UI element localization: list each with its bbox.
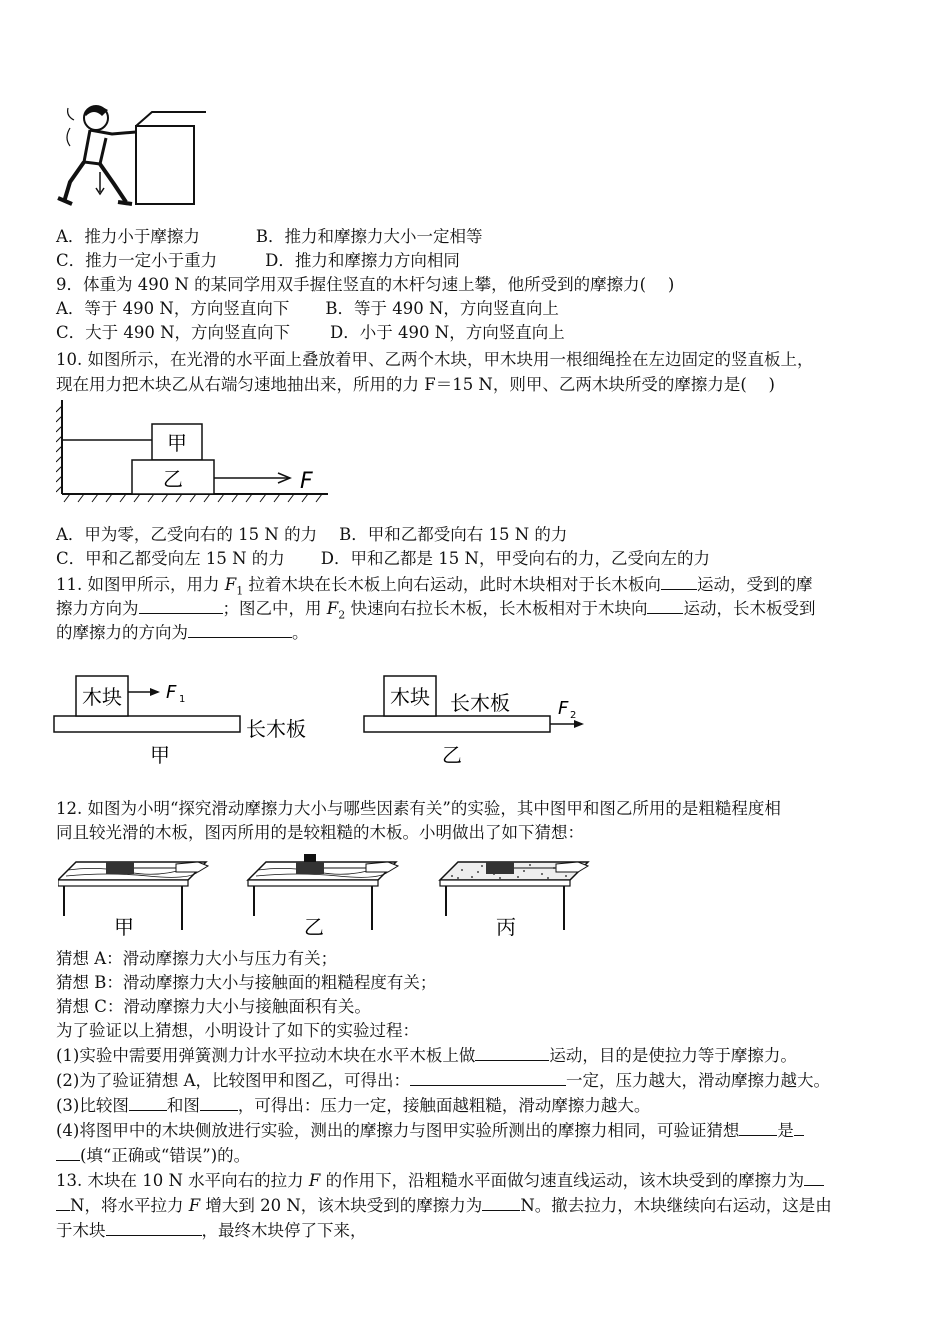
answer-blank[interactable] [482, 1196, 520, 1211]
fig-b-board-label: 长木板 [450, 691, 510, 715]
q9-stem: 9．体重为 490 N 的某同学用双手握住竖直的木杆匀速上攀，他所受到的摩擦力( ) [56, 275, 675, 294]
q12-text: (2)为了验证猜想 A，比较图甲和图乙，可得出： [56, 1071, 411, 1090]
q10-stem-line2: 现在用力把木块乙从右端匀速地抽出来，所用的力 F＝15 N，则甲、乙两木块所受的摩擦力是( ) [56, 375, 775, 394]
table-yi-caption: 乙 [304, 915, 324, 939]
q12-guess-c: 猜想 C：滑动摩擦力大小与接触面积有关。 [56, 997, 371, 1016]
q10-option-b: B．甲和乙都受向右 15 N 的力 [339, 525, 568, 544]
q12-text: ，可得出：压力一定，接触面越粗糙，滑动摩擦力越大。 [237, 1096, 651, 1115]
q13-force-symbol: F [308, 1171, 321, 1190]
q13-text: 的作用下，沿粗糙水平面做匀速直线运动，该木块受到的摩擦力为 [320, 1171, 805, 1190]
q12-step2 [56, 1070, 830, 1092]
q12-step1 [56, 1045, 797, 1067]
answer-blank[interactable] [188, 623, 292, 638]
q13-text: ，最终木块停了下来， [201, 1221, 367, 1240]
q12-intro: 为了验证以上猜想，小明设计了如下的实验过程： [56, 1021, 419, 1040]
q11-text: ；图乙中，用 [222, 599, 327, 618]
q13-text: N。撤去拉力，木块继续向右运动，这是由 [520, 1196, 832, 1215]
block-jia-label: 甲 [167, 431, 187, 455]
q12-step4-line1 [56, 1120, 804, 1142]
q9-options-row1 [56, 298, 559, 320]
fig-a-block-label: 木块 [82, 685, 122, 709]
q9-option-c: C．大于 490 N，方向竖直向下 [56, 323, 291, 342]
answer-blank[interactable] [410, 1071, 566, 1086]
q13-line2 [56, 1195, 832, 1217]
q13-line3 [56, 1220, 367, 1242]
answer-blank[interactable] [200, 1096, 238, 1111]
answer-blank[interactable] [129, 1096, 167, 1111]
fig-a-force-sub: 1 [179, 694, 186, 705]
answer-blank[interactable] [56, 1146, 80, 1161]
q8-options-row2 [56, 250, 460, 272]
q10-option-a: A．甲为零，乙受向右的 15 N 的力 [56, 525, 318, 544]
q8-option-d: D．推力和摩擦力方向相同 [265, 251, 460, 270]
stacked-blocks-figure [56, 398, 336, 508]
q12-step4-line2 [56, 1145, 250, 1167]
answer-blank[interactable] [661, 575, 697, 590]
q12-text: (1)实验中需要用弹簧测力计水平拉动木块在水平木板上做 [56, 1046, 476, 1065]
q9-options-row2 [56, 322, 565, 344]
q13-line1 [56, 1170, 824, 1192]
q11-text: 擦力方向为 [56, 599, 139, 618]
answer-blank[interactable] [647, 599, 683, 614]
q13-text: 13. 木块在 10 N 水平向右的拉力 [56, 1171, 309, 1190]
q12-text: 是 [777, 1121, 794, 1140]
fig-a-caption: 甲 [150, 743, 170, 767]
q10-options-row1 [56, 524, 567, 546]
table-bing-caption: 丙 [496, 915, 516, 939]
q10-option-c: C．甲和乙都受向左 15 N 的力 [56, 549, 285, 568]
q12-text: (3)比较图 [56, 1096, 129, 1115]
q10-option-d: D．甲和乙都是 15 N，甲受向右的力，乙受向左的力 [320, 549, 710, 568]
table-yi [248, 854, 398, 939]
block-board-figure [52, 666, 612, 772]
q8-options-row1 [56, 226, 483, 248]
fig-b-force-sub: 2 [570, 710, 577, 721]
block-yi-label: 乙 [163, 467, 183, 491]
fig-a-force-label: F [166, 682, 177, 703]
q11-text: 11. 如图甲所示，用力 [56, 575, 225, 594]
q11-text: 。 [292, 623, 309, 642]
q8-option-b: B．推力和摩擦力大小一定相等 [255, 227, 483, 246]
answer-blank[interactable] [56, 1196, 70, 1211]
q12-text: 运动，目的是使拉力等于摩擦力。 [549, 1046, 797, 1065]
answer-blank[interactable] [475, 1046, 549, 1061]
q8-option-a: A．推力小于摩擦力 [56, 227, 200, 246]
q11-text: 快速向右拉长木板，长木板相对于木块向 [345, 599, 648, 618]
table-jia [58, 862, 208, 939]
q12-stem-line1: 12. 如图为小明“探究滑动摩擦力大小与哪些因素有关”的实验，其中图甲和图乙所用的是粗糙程度相 [56, 799, 781, 818]
fig-b-force-label: F [558, 698, 569, 719]
q11-subscript: 1 [236, 584, 244, 598]
q11-force-symbol: F [224, 575, 237, 594]
q13-force-symbol: F [188, 1196, 201, 1215]
answer-blank[interactable] [794, 1121, 804, 1136]
q11-text: 运动，长木板受到 [683, 599, 816, 618]
q12-stem-line2: 同且较光滑的木板，图丙所用的是较粗糙的木板。小明做出了如下猜想： [56, 823, 584, 842]
q13-text: 于木块 [56, 1221, 106, 1240]
q9-option-a: A．等于 490 N，方向竖直向下 [56, 299, 290, 318]
q12-guess-a: 猜想 A：滑动摩擦力大小与压力有关； [56, 949, 338, 968]
answer-blank[interactable] [106, 1221, 202, 1236]
q13-text: N，将水平拉力 [70, 1196, 189, 1215]
q12-text: (填“正确或“错误”)的。 [80, 1146, 251, 1165]
force-f-label: F [300, 469, 313, 494]
q8-option-c: C．推力一定小于重力 [56, 251, 218, 270]
q11-subscript: 2 [338, 608, 346, 622]
pushing-box-figure [56, 98, 206, 210]
answer-blank[interactable] [739, 1121, 777, 1136]
table-jia-caption: 甲 [114, 915, 134, 939]
q12-text: (4)将图甲中的木块侧放进行实验，测出的摩擦力与图甲实验所测出的摩擦力相同，可验证猜想 [56, 1121, 740, 1140]
q11-force-symbol: F [326, 599, 339, 618]
q12-guess-b: 猜想 B：滑动摩擦力大小与接触面的粗糙程度有关； [56, 973, 437, 992]
fig-b-block-label: 木块 [390, 685, 430, 709]
q11-line3 [56, 622, 309, 644]
fig-a-board-label: 长木板 [246, 717, 306, 741]
table-bing [440, 862, 588, 939]
q9-option-d: D．小于 490 N，方向竖直向上 [330, 323, 565, 342]
q10-options-row2 [56, 548, 710, 570]
q13-text: 增大到 20 N，该木块受到的摩擦力为 [200, 1196, 483, 1215]
q11-text: 运动，受到的摩 [696, 575, 813, 594]
answer-blank[interactable] [139, 599, 223, 614]
answer-blank[interactable] [804, 1171, 824, 1186]
q11-text: 的摩擦力的方向为 [56, 623, 188, 642]
fig-b-caption: 乙 [442, 743, 462, 767]
q9-option-b: B．等于 490 N，方向竖直向上 [325, 299, 559, 318]
q12-text: 一定，压力越大，滑动摩擦力越大。 [566, 1071, 831, 1090]
q11-text: 拉着木块在长木板上向右运动，此时木块相对于长木板向 [243, 575, 661, 594]
q12-text: 和图 [166, 1096, 200, 1115]
q12-step3 [56, 1095, 650, 1117]
friction-experiment-figure [58, 850, 618, 942]
q10-stem-line1: 10. 如图所示，在光滑的水平面上叠放着甲、乙两个木块，甲木块用一根细绳拴在左边固定的竖直板上， [56, 350, 814, 369]
